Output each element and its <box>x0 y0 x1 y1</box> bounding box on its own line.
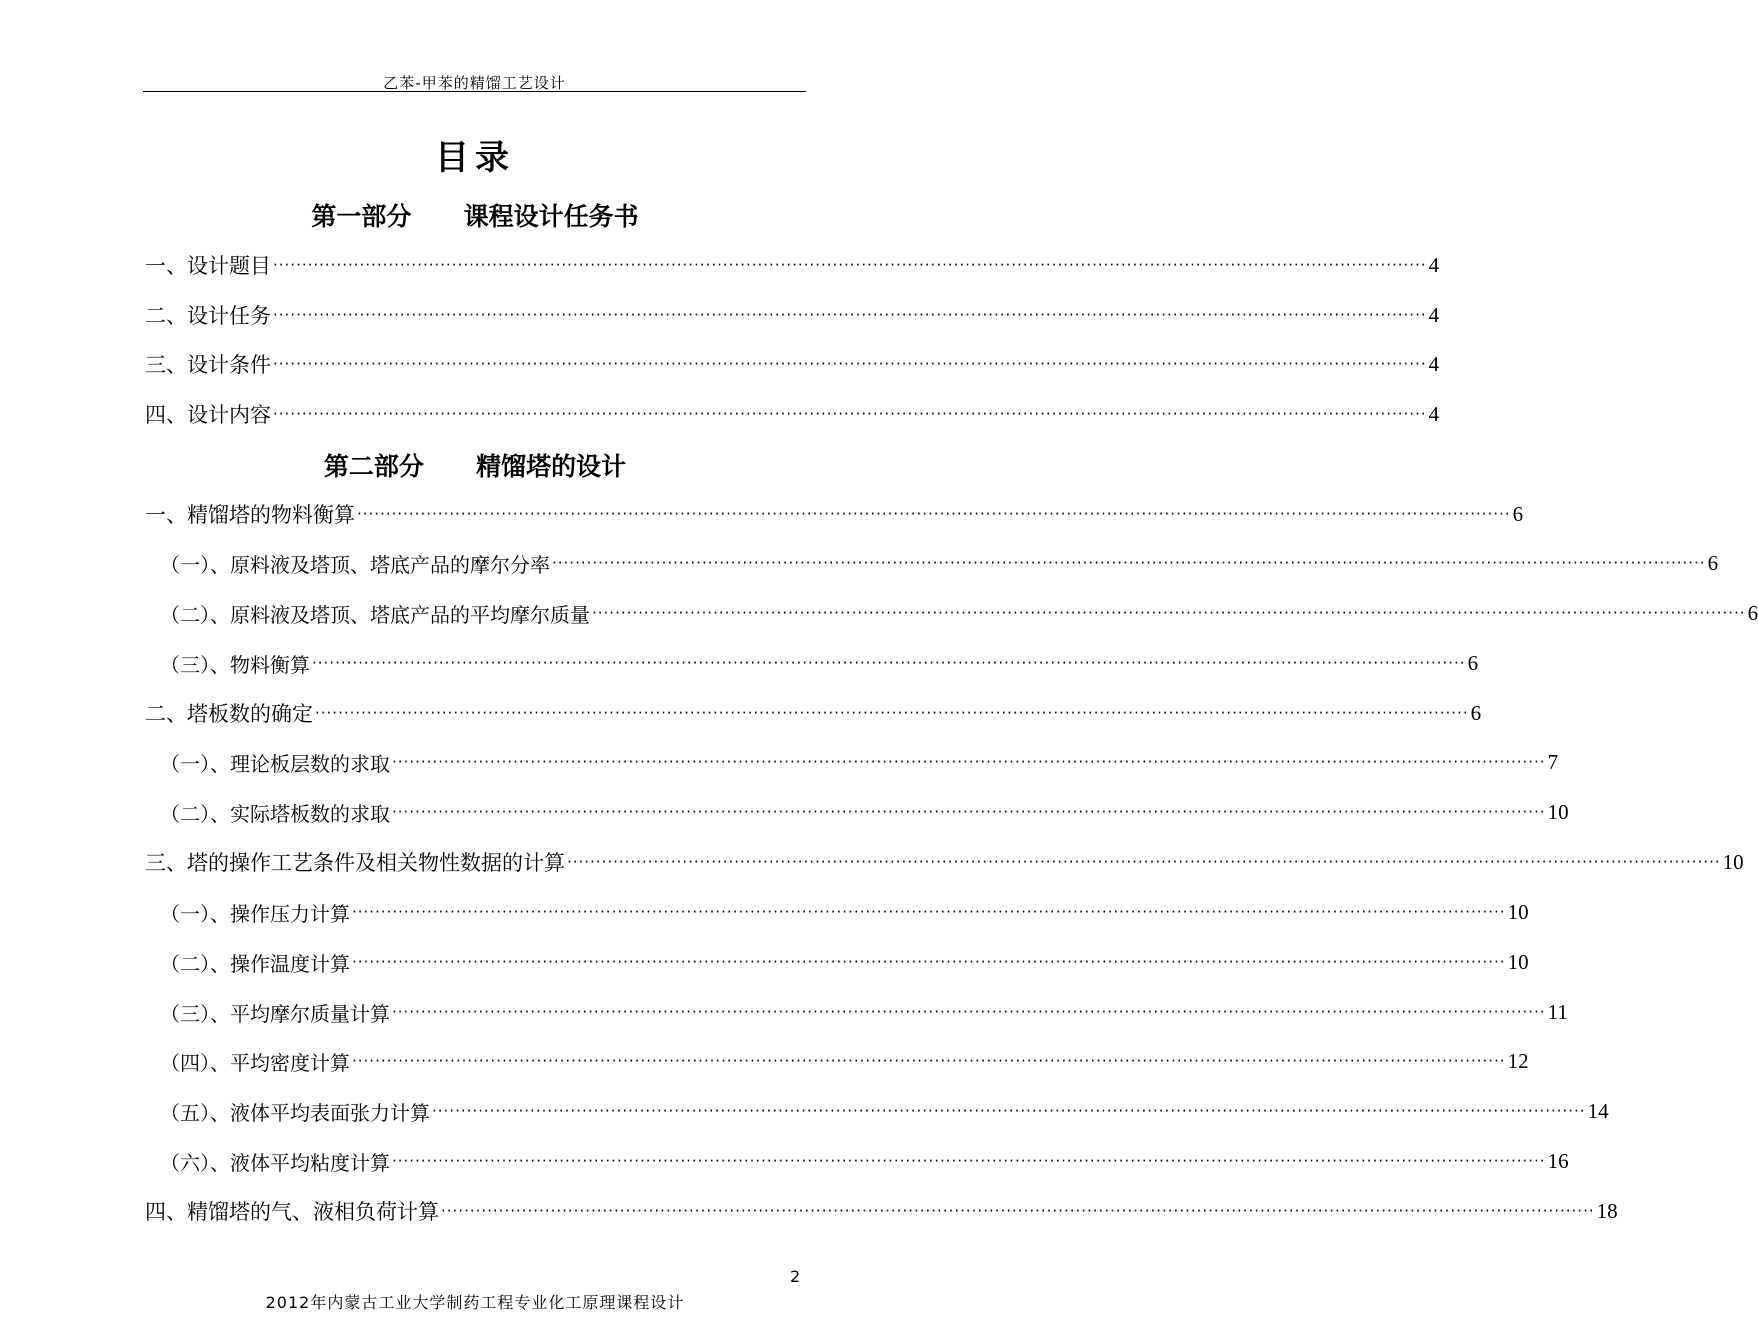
toc-entry-page: 6 <box>1747 600 1758 625</box>
toc-entry-label: （三）、平均摩尔质量计算 <box>160 1001 390 1026</box>
toc-entry[interactable] <box>145 698 1482 728</box>
toc-entry[interactable] <box>160 1096 1609 1126</box>
toc-leader-dots: ········································································································································································································ <box>273 306 1427 324</box>
toc-entry-label: 三、设计条件 <box>145 353 271 377</box>
toc-entry[interactable] <box>160 897 1529 927</box>
toc-entry[interactable] <box>160 598 1758 628</box>
toc-entry[interactable] <box>160 548 1719 578</box>
toc-entry-label: （三）、物料衡算 <box>160 652 310 677</box>
toc-leader-dots: ········································································································································································································ <box>441 1202 1595 1220</box>
toc-entry-page: 10 <box>1507 949 1529 974</box>
toc-leader-dots: ········································································································································································································ <box>312 654 1466 672</box>
toc-entry-label: （二）、原料液及塔顶、塔底产品的平均摩尔质量 <box>160 602 590 627</box>
toc-leader-dots: ········································································································································································································ <box>273 405 1427 423</box>
page-title: 目录 <box>435 138 515 178</box>
toc-entry-page: 6 <box>1467 650 1479 675</box>
toc-leader-dots: ········································································································································································································ <box>273 256 1427 274</box>
toc-entry-page: 4 <box>1428 351 1440 376</box>
toc-entry-label: （二）、实际塔板数的求取 <box>160 801 390 826</box>
toc-entry-label: （四）、平均密度计算 <box>160 1050 350 1075</box>
toc-entry-page: 6 <box>1512 501 1524 526</box>
toc-entry-page: 18 <box>1596 1198 1618 1223</box>
toc-leader-dots: ········································································································································································································ <box>357 505 1511 523</box>
toc-leader-dots: ········································································································································································································ <box>592 604 1746 622</box>
toc-entry-label: （一）、原料液及塔顶、塔底产品的摩尔分率 <box>160 552 550 577</box>
header-rule <box>143 91 806 92</box>
toc-entry-label: （一）、操作压力计算 <box>160 901 350 926</box>
toc-entry[interactable] <box>145 847 1744 877</box>
toc-entry-label: 四、设计内容 <box>145 403 271 427</box>
toc-leader-dots: ········································································································································································································ <box>392 1152 1546 1170</box>
part1-heading: 第一部分 课程设计任务书 <box>311 202 639 231</box>
toc-leader-dots: ········································································································································································································ <box>392 803 1546 821</box>
toc-entry[interactable] <box>145 399 1440 429</box>
toc-leader-dots: ········································································································································································································ <box>552 554 1706 572</box>
toc-entry[interactable] <box>145 250 1440 280</box>
toc-entry-label: 一、精馏塔的物料衡算 <box>145 503 355 527</box>
page-number: 2 <box>790 1267 801 1286</box>
toc-entry-label: 一、设计题目 <box>145 254 271 278</box>
toc-entry-page: 4 <box>1428 302 1440 327</box>
toc-entry[interactable] <box>145 349 1440 379</box>
toc-entry-label: 三、塔的操作工艺条件及相关物性数据的计算 <box>145 851 565 875</box>
toc-leader-dots: ········································································································································································································ <box>352 903 1506 921</box>
part2-heading: 第二部分 精馏塔的设计 <box>323 452 627 481</box>
toc-entry-page: 16 <box>1547 1148 1569 1173</box>
toc-entry-label: （二）、操作温度计算 <box>160 951 350 976</box>
toc-entry-page: 11 <box>1547 999 1568 1024</box>
toc-entry-page: 10 <box>1507 899 1529 924</box>
toc-entry[interactable] <box>160 747 1559 777</box>
toc-entry-page: 7 <box>1547 749 1559 774</box>
toc-entry-page: 4 <box>1428 252 1440 277</box>
toc-entry-page: 14 <box>1587 1098 1609 1123</box>
toc-entry[interactable] <box>160 797 1569 827</box>
toc-entry-page: 6 <box>1707 550 1719 575</box>
toc-entry-page: 12 <box>1507 1048 1529 1073</box>
toc-leader-dots: ········································································································································································································ <box>567 853 1721 871</box>
running-header: 乙苯-甲苯的精馏工艺设计 <box>383 74 566 92</box>
toc-entry[interactable] <box>160 1046 1529 1076</box>
toc-entry[interactable] <box>145 499 1524 529</box>
toc-leader-dots: ········································································································································································································ <box>432 1102 1586 1120</box>
toc-leader-dots: ········································································································································································································ <box>352 953 1506 971</box>
toc-entry-page: 10 <box>1547 799 1569 824</box>
toc-leader-dots: ········································································································································································································ <box>392 753 1546 771</box>
toc-leader-dots: ········································································································································································································ <box>273 355 1427 373</box>
toc-leader-dots: ········································································································································································································ <box>392 1003 1546 1021</box>
toc-entry-page: 4 <box>1428 401 1440 426</box>
toc-entry-page: 10 <box>1722 849 1744 874</box>
toc-entry-label: （六）、液体平均粘度计算 <box>160 1150 390 1175</box>
toc-entry-label: （五）、液体平均表面张力计算 <box>160 1100 430 1125</box>
toc-leader-dots: ········································································································································································································ <box>315 704 1469 722</box>
toc-entry-label: （一）、理论板层数的求取 <box>160 751 390 776</box>
toc-entry[interactable] <box>160 648 1479 678</box>
page-footer: 2012年内蒙古工业大学制药工程专业化工原理课程设计 <box>265 1293 685 1312</box>
toc-leader-dots: ········································································································································································································ <box>352 1052 1506 1070</box>
toc-entry[interactable] <box>160 997 1568 1027</box>
toc-entry-page: 6 <box>1470 700 1482 725</box>
toc-entry[interactable] <box>160 947 1529 977</box>
toc-entry-label: 二、塔板数的确定 <box>145 702 313 726</box>
toc-entry-label: 二、设计任务 <box>145 304 271 328</box>
toc-entry[interactable] <box>145 300 1440 330</box>
toc-entry[interactable] <box>160 1146 1569 1176</box>
toc-entry-label: 四、精馏塔的气、液相负荷计算 <box>145 1200 439 1224</box>
toc-entry[interactable] <box>145 1196 1618 1226</box>
